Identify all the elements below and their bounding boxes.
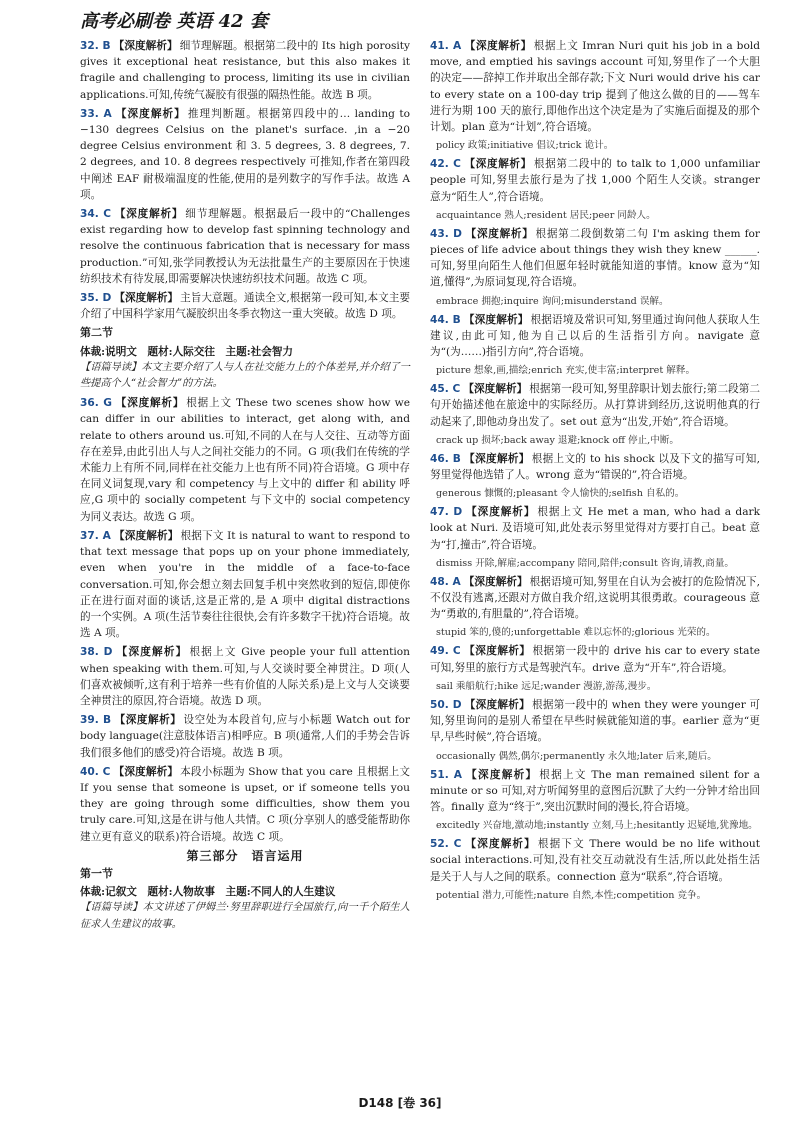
analysis-tag: 【深度解析】 — [114, 714, 182, 727]
genre-meta: 体裁:记叙文 题材:人物故事 主题:不同人的人生建议 — [80, 886, 336, 899]
answer-40 — [80, 764, 410, 845]
vocab-note: sail 乘船航行;hike 远足;wander 漫游,游荡,漫步。 — [436, 680, 657, 692]
question-number: 39. B — [80, 714, 112, 727]
analysis-tag: 【深度解析】 — [113, 529, 179, 542]
analysis-tag: 【深度解析】 — [463, 158, 532, 171]
analysis-tag: 【深度解析】 — [464, 40, 532, 52]
answer-51 — [430, 767, 760, 816]
analysis-tag: 【深度解析】 — [463, 383, 528, 396]
question-number: 37. A — [80, 529, 111, 542]
question-number: 35. D — [80, 292, 112, 305]
analysis-tag: 【深度解析】 — [115, 646, 188, 659]
answer-45 — [430, 381, 760, 430]
answer-44 — [430, 312, 760, 361]
explanation-text: 根据上文 Imran Nuri quit his job in a bold move, and emptied his savings account 可知,努里作了一个大胆的决定——辞掉工作并取出全部存款;下文 Nuri would drive his car to every state on a 100-day trip 提到了他这么做的目的——驾车进行为期 100 天的旅行,即他作出这个决定是为了实施后面提及的那个计划。plan 意为“计划”,符合语境。 — [430, 40, 760, 134]
question-number: 36. G — [80, 397, 112, 410]
explanation-text: 根据上文 Give people your full attention when speaking with them.可知,与人交谈时要全神贯注。D 项(人们喜欢被倾听,这有利于培养一些有价值的人际关系)是上文与人交谈要全神贯注的原因,符合语境。故选 D 项。 — [80, 646, 410, 707]
explanation-text: 根据第一段中的 drive his car to every state 可知,努里的旅行方式是驾驶汽车。drive 意为“开车”,符合语境。 — [430, 645, 761, 674]
answer-39 — [80, 712, 410, 761]
answer-36 — [80, 395, 410, 525]
answer-49 — [430, 643, 760, 675]
question-number: 32. B — [80, 40, 111, 52]
question-number: 46. B — [430, 452, 461, 465]
vocab-note: stupid 笨的,傻的;unforgettable 难以忘怀的;glorious 光荣的。 — [436, 627, 716, 639]
explanation-text: 根据语境及常识可知,努里通过询问他人获取人生建议,由此可知,他为自己以后的生活指引方向。navigate 意为“(为……)指引方向”,符合语境。 — [430, 313, 761, 359]
left-column — [80, 38, 410, 936]
explanation-text: 根据第二段倒数第二句 I'm asking them for pieces of life advice about things they wish they knew ______. 可知,努里向陌生人他们但愿年轻时就能知道的事情。know 意为“知道,懂得”,为原词复现,符合语境。 — [430, 227, 760, 289]
analysis-tag: 【深度解析】 — [463, 645, 531, 658]
explanation-text: 根据语境可知,努里在自认为会被打的危险情况下,不仅没有逃离,还跟对方做自我介绍,这说明其很勇敢。courageous 意为“勇敢的,有胆量的”,符合语境。 — [430, 575, 761, 621]
analysis-tag: 【深度解析】 — [114, 397, 185, 410]
question-number: 43. D — [430, 227, 462, 240]
explanation-text: 根据下文 There would be no life without social interactions.可知,没有社交互动就没有生活,所以此处指生活是关于人与人之间的联系。connection 意为“联系”,符合语境。 — [430, 838, 760, 883]
answer-43 — [430, 226, 760, 291]
analysis-tag: 【深度解析】 — [113, 765, 179, 778]
analysis-tag: 【深度解析】 — [114, 208, 184, 221]
question-number: 48. A — [430, 575, 461, 588]
passage-guide: 【语篇导读】本文讲述了伊姆兰·努里辞职进行全国旅行,向一千个陌生人征求人生建议的故事。 — [80, 902, 410, 930]
explanation-text: 细节理解题。根据第二段中的 Its high porosity gives it exceptional heat resistance, but this also makes it fragile and challenging to process, limiting its use in civilian applications.可知,传统气凝胶有很强的隔热性能。故选 B 项。 — [80, 40, 411, 101]
explanation-text: 根据上文 He met a man, who had a dark look at Nuri. 及语境可知,此处表示努里觉得对方要打自己。beat 意为“打,撞击”,符合语境。 — [430, 506, 761, 551]
question-number: 38. D — [80, 646, 113, 659]
vocab-note: policy 政策;initiative 倡议;trick 诡计。 — [436, 140, 614, 152]
vocab-note: generous 慷慨的;pleasant 令人愉快的;selfish 自私的。 — [436, 488, 685, 500]
explanation-text: 推理判断题。根据第四段中的… landing to −130 degrees Celsius on the planet's surface. ,in a −20 degree Celsius environment 和 3. 5 degrees, 3. 8 degrees, 7. 2 degrees, and 10. 8 degrees respectively 可推知,作者在第四段中阐述 EAF 耐极端温度的性能,使用的是列数字的写作手法。故选 A 项。 — [80, 107, 410, 201]
explanation-text: 根据第二段中的 to talk to 1,000 unfamiliar people 可知,努里去旅行是为了找 1,000 个陌生人交谈。stranger 意为“陌生人”,符合语境。 — [430, 158, 760, 203]
genre-meta: 体裁:说明文 题材:人际交往 主题:社会智力 — [80, 345, 294, 358]
explanation-text: 根据下文 It is natural to want to respond to that text message that pops up on your phone immediately, even when you're in the middle of a face-to-face conversation.可知,你会想立刻去回复手机中突然收到的短信,即使你正在进行面对面的谈话,这是正常的,是 A 项中 digital distractions 的一个实例。A 项(生活节奏往往很快,会有许多数字干扰)符合语境。故选 A 项。 — [80, 529, 410, 640]
answer-47 — [430, 504, 760, 553]
analysis-tag: 【深度解析】 — [113, 40, 178, 52]
vocab-note: excitedly 兴奋地,激动地;instantly 立刻,马上;hesitantly 迟疑地,犹豫地。 — [436, 820, 758, 832]
question-number: 52. C — [430, 838, 462, 851]
question-number: 34. C — [80, 208, 112, 221]
analysis-tag: 【深度解析】 — [463, 575, 528, 588]
part-title: 第三部分 语言运用 — [186, 848, 304, 863]
passage-guide: 【语篇导读】本文主要介绍了人与人在社交能力上的个体差异,并介绍了一些提高个人“社会智力”的方法。 — [80, 361, 410, 390]
vocab-note: potential 潜力,可能性;nature 自然,本性;competition 竞争。 — [436, 889, 707, 901]
answer-32 — [80, 38, 410, 103]
explanation-text: 根据上文的 to his shock 以及下文的描写可知,努里觉得他选错了人。wrong 意为“错误的”,符合语境。 — [430, 452, 761, 482]
question-number: 33. A — [80, 107, 112, 120]
question-number: 50. D — [430, 698, 462, 711]
answer-46 — [430, 451, 760, 483]
analysis-tag: 【深度解析】 — [464, 698, 531, 711]
analysis-tag: 【深度解析】 — [464, 227, 534, 240]
analysis-tag: 【深度解析】 — [464, 838, 536, 851]
vocab-note: picture 想象,画,描绘;enrich 充实,使丰富;interpret 解释。 — [436, 365, 696, 377]
explanation-text: 根据上文 The man remained silent for a minute or so 可知,对方听闻努里的意图后沉默了大约一分钟才给出回答。finally 意为“终于”,突出沉默时间的漫长,符合语境。 — [430, 768, 761, 813]
explanation-text: 细节理解题。根据最后一段中的“Challenges exist regarding how to develop fast spinning technology and resolve the continuous fabrication that is necessary for mass production.”可知,张学同教授认为无法批量生产的主要原因在于快速纺织技术有待发展,即需要解决快速纺织技术问题。故选 C 项。 — [80, 208, 410, 285]
answer-38 — [80, 644, 410, 709]
explanation-text: 根据第一段可知,努里辞职计划去旅行;第二段第二句开始描述他在旅途中的实际经历。从打算讲到经历,这说明他真的行动起来了,即他动身出发了。set out 意为“出发,开始”,符合语境。 — [430, 383, 761, 428]
book-title: 高考必刷卷 英语 42 套 — [80, 11, 268, 32]
analysis-tag: 【深度解析】 — [114, 292, 179, 305]
page-number: D148 [卷 36] — [358, 1096, 442, 1110]
analysis-tag: 【深度解析】 — [464, 768, 538, 781]
answer-42 — [430, 156, 760, 205]
explanation-text: 根据第一段中的 when they were younger 可知,努里询问的是别人希望在早些时候就能知道的事。earlier 意为“更早,早些时候”,符合语境。 — [430, 698, 761, 744]
question-number: 47. D — [430, 506, 463, 519]
explanation-text: 主旨大意题。通读全文,根据第一段可知,本文主要介绍了中国科学家用气凝胶织出冬季衣物这一重大突破。故选 D 项。 — [80, 292, 411, 321]
analysis-tag: 【深度解析】 — [463, 313, 529, 326]
question-number: 44. B — [430, 313, 461, 326]
section-label: 第二节 — [80, 326, 113, 340]
vocab-note: embrace 拥抱;inquire 询问;misunderstand 误解。 — [436, 295, 669, 307]
answer-33 — [80, 106, 410, 203]
analysis-tag: 【深度解析】 — [114, 107, 186, 120]
question-number: 49. C — [430, 645, 461, 658]
analysis-tag: 【深度解析】 — [465, 506, 536, 519]
vocab-note: occasionally 偶然,偶尔;permanently 永久地;later 后来,随后。 — [436, 750, 717, 762]
question-number: 40. C — [80, 765, 111, 778]
answer-52 — [430, 836, 760, 885]
answer-48 — [430, 574, 760, 623]
explanation-text: 根据上文 These two scenes show how we can differ in our abilities to interact, get along with, and relate to others around us.可知,不同的人在与人交往、互动等方面存在差异,由此引出人与人之间社交能力的不同。G 项(我们在传统的学术能力上有所不同,同样在社交能力上也有所不同)符合语境。G 项中存在同义词复现,vary 和 competency 与上文中的 differ 和 ability 呼应,G 项中的 socially competent 与下文中的 social competency 为同义表达。故选 G 项。 — [80, 397, 411, 523]
question-number: 45. C — [430, 383, 461, 396]
explanation-text: 本段小标题为 Show that you care 且根据上文 If you sense that someone is upset, or if someone tells you they are going through some difficulties, show them you truly care.可知,这是在讲与他人共情。C 项(分享别人的感受能帮助你建立更有意义的联系)符合语境。故选 C 项。 — [80, 765, 410, 843]
question-number: 41. A — [430, 40, 462, 52]
answer-50 — [430, 697, 760, 746]
question-number: 51. A — [430, 768, 462, 781]
explanation-text: 设空处为本段首句,应与小标题 Watch out for body language(注意肢体语言)相呼应。B 项(通常,人们的手势会告诉我们很多他们的感受)符合语境。故选 B 项。 — [80, 714, 411, 759]
answer-37 — [80, 528, 410, 641]
question-number: 42. C — [430, 158, 461, 171]
analysis-tag: 【深度解析】 — [463, 452, 530, 465]
vocab-note: acquaintance 熟人;resident 居民;peer 同龄人。 — [436, 209, 656, 221]
right-column — [430, 38, 760, 936]
answer-35 — [80, 290, 410, 322]
vocab-note: dismiss 开除,解雇;accompany 陪同,陪伴;consult 咨询,请教,商量。 — [436, 557, 735, 569]
section-label: 第一节 — [80, 866, 113, 880]
answer-41 — [430, 38, 760, 135]
answer-34 — [80, 206, 410, 287]
columns — [80, 38, 760, 936]
vocab-note: crack up 损坏;back away 退避;knock off 停止,中断。 — [436, 434, 680, 446]
